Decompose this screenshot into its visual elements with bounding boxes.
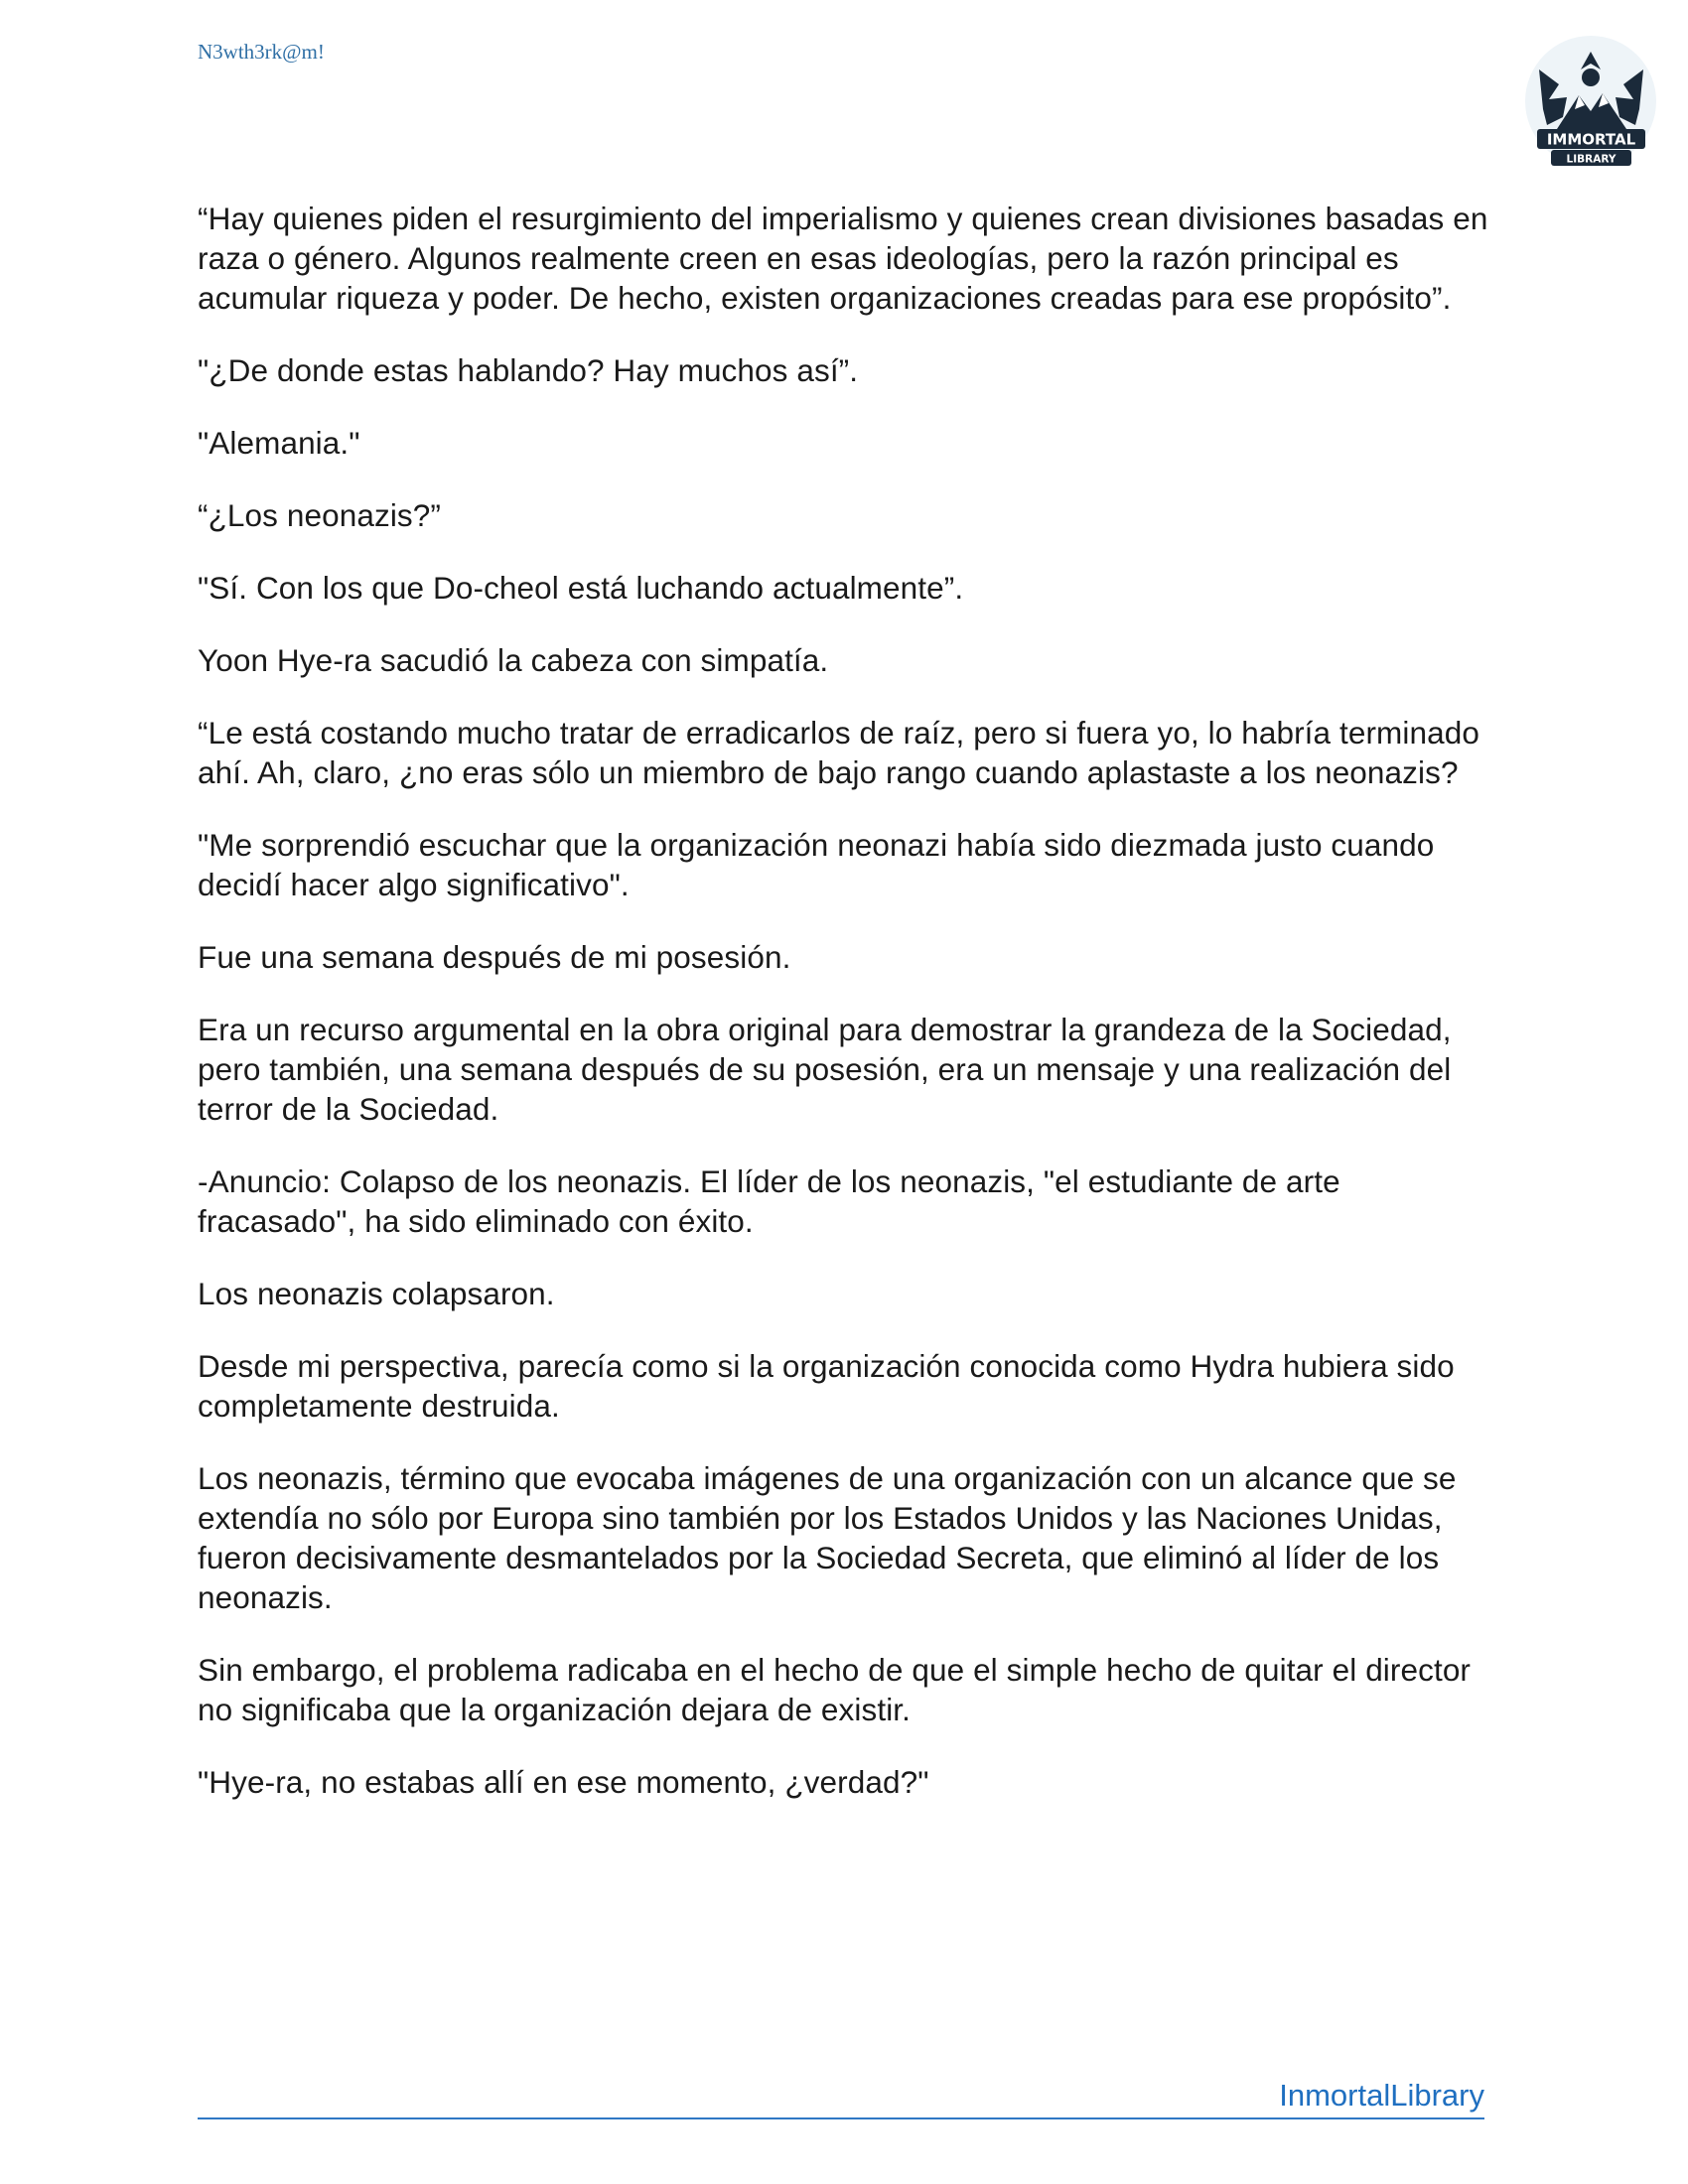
paragraph: Era un recurso argumental en la obra original para demostrar la grandeza de la Sociedad, pero también, una semana después de su posesión, era un mensaje y una realización del terror de la Sociedad. [198,1012,1452,1127]
paragraph: Sin embargo, el problema radicaba en el hecho de que el simple hecho de quitar el director no significaba que la organización dejara de existir. [198,1652,1472,1727]
paragraph: “Le está costando mucho tratar de erradicarlos de raíz, pero si fuera yo, lo habría terminado ahí. Ah, claro, ¿no eras sólo un miembro de bajo rango cuando aplastaste a los neonazis? [198,715,1479,790]
header-tag: N3wth3rk@m! [198,40,325,64]
paragraph: "Hye-ra, no estabas allí en ese momento, ¿verdad?" [198,1764,929,1800]
paragraph: “¿Los neonazis?” [198,497,441,533]
paragraph: -Anuncio: Colapso de los neonazis. El líder de los neonazis, "el estudiante de arte fracasado", ha sido eliminado con éxito. [198,1163,1340,1239]
paragraph: Los neonazis colapsaron. [198,1276,555,1311]
paragraph: "Alemania." [198,425,360,461]
logo-text-line1: IMMORTAL [1546,130,1636,149]
logo-text-line2: LIBRARY [1566,153,1617,166]
immortal-library-logo-icon [1519,30,1663,179]
logo-graphic [1519,30,1663,179]
paragraph: "Sí. Con los que Do-cheol está luchando actualmente”. [198,570,964,606]
paragraph: "¿De donde estas hablando? Hay muchos así”. [198,352,859,388]
paragraph: Yoon Hye-ra sacudió la cabeza con simpatía. [198,642,829,678]
paragraph: “Hay quienes piden el resurgimiento del imperialismo y quienes crean divisiones basadas en raza o género. Algunos realmente creen en esas ideologías, pero la razón principal es acumular riqueza y poder. De hecho, existen organizaciones creadas para ese propósito”. [198,201,1488,316]
paragraph: Fue una semana después de mi posesión. [198,939,791,975]
paragraph: Los neonazis, término que evocaba imágenes de una organización con un alcance que se extendía no sólo por Europa sino también por los Estados Unidos y las Naciones Unidas, fueron decisivamente desmantelados por la Sociedad Secreta, que eliminó al líder de los neonazis. [198,1460,1457,1615]
footer-link-inmortal-library[interactable]: InmortalLibrary [1279,2078,1484,2113]
footer [198,2078,1484,2119]
body-text [198,199,1488,1835]
paragraph: Desde mi perspectiva, parecía como si la organización conocida como Hydra hubiera sido completamente destruida. [198,1348,1455,1424]
paragraph: "Me sorprendió escuchar que la organización neonazi había sido diezmada justo cuando decidí hacer algo significativo". [198,827,1435,902]
